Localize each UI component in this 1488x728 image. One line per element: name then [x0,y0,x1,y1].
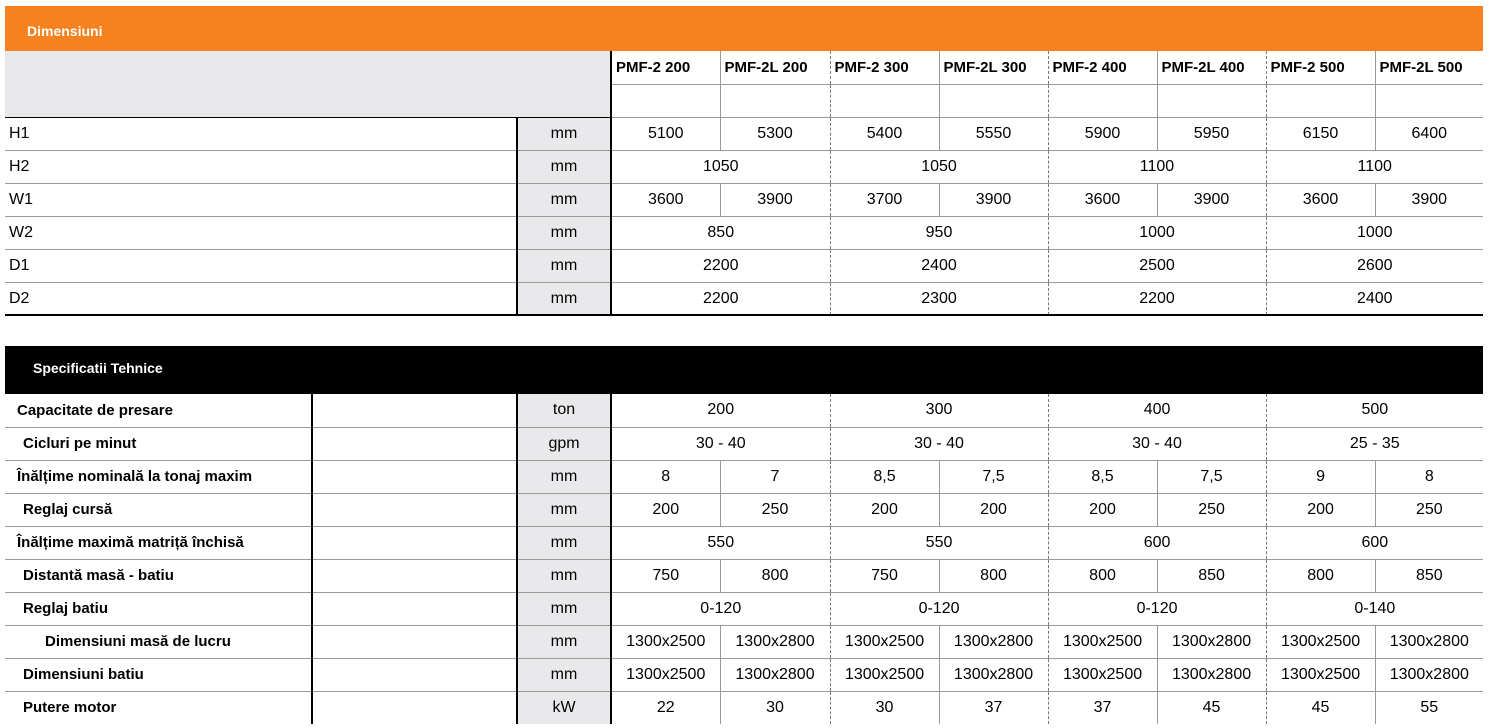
value-cell: 750 [611,559,720,592]
row-label: H2 [5,150,517,183]
value-cell: 750 [830,559,939,592]
value-cell: 5550 [939,117,1048,150]
spec-row-reglaj-batiu [5,592,1483,625]
spec-row-dimensiuni-batiu [5,658,1483,691]
dimension-row-w2 [5,216,1483,249]
value-cell: 3600 [611,183,720,216]
value-cell: 7,5 [939,460,1048,493]
spec-label: Înălțime nominală la tonaj maxim [5,460,312,493]
header-blank [5,51,611,84]
dimensions-bottom-rule [5,314,1483,316]
value-cell: 30 [830,691,939,724]
value-cell: 1300x2800 [939,625,1048,658]
value-cell: 250 [1157,493,1266,526]
value-cell: 1300x2800 [1157,658,1266,691]
value-cell: 800 [1048,559,1157,592]
value-cell: 1100 [1266,150,1483,183]
value-cell: 600 [1048,526,1266,559]
spec-blank [312,559,517,592]
spec-row-dimensiuni-masa-de-lucru [5,625,1483,658]
value-cell: 1050 [830,150,1048,183]
row-unit: mm [517,150,611,183]
value-cell: 1300x2800 [939,658,1048,691]
value-cell: 1300x2500 [1048,658,1157,691]
value-cell: 37 [939,691,1048,724]
spec-unit: ton [517,394,611,427]
model-subheader-row [5,84,1483,117]
model-subheader-cell [1157,84,1266,117]
value-cell: 45 [1157,691,1266,724]
spec-row-reglaj-cursa [5,493,1483,526]
spec-unit: mm [517,658,611,691]
value-cell: 1300x2500 [1048,625,1157,658]
model-header: PMF-2 500 [1266,51,1375,84]
value-cell: 2200 [611,249,830,282]
dimensions-title: Dimensiuni [27,23,103,39]
value-cell: 37 [1048,691,1157,724]
value-cell: 3900 [1157,183,1266,216]
spec-row-distanta-masa-batiu [5,559,1483,592]
value-cell: 600 [1266,526,1483,559]
spec-blank [312,493,517,526]
value-cell: 500 [1266,394,1483,427]
model-subheader-cell [1048,84,1157,117]
value-cell: 1300x2500 [1266,625,1375,658]
spec-blank [312,691,517,724]
value-cell: 22 [611,691,720,724]
spec-blank [312,460,517,493]
value-cell: 1050 [611,150,830,183]
model-header: PMF-2 200 [611,51,720,84]
spec-unit: mm [517,559,611,592]
spec-blank [312,592,517,625]
specs-table [5,394,1483,724]
spec-blank [312,427,517,460]
spec-row-inaltime-nominala-la-tonaj-maxim [5,460,1483,493]
value-cell: 200 [939,493,1048,526]
spec-label: Înălțime maximă matriță închisă [5,526,312,559]
spec-blank [312,625,517,658]
value-cell: 950 [830,216,1048,249]
row-unit: mm [517,249,611,282]
spec-label: Reglaj cursă [5,493,312,526]
spec-label: Distantă masă - batiu [5,559,312,592]
spec-unit: mm [517,625,611,658]
value-cell: 1000 [1266,216,1483,249]
dimension-row-h1 [5,117,1483,150]
value-cell: 1300x2500 [611,625,720,658]
row-unit: mm [517,183,611,216]
model-subheader-cell [1375,84,1483,117]
spec-label: Capacitate de presare [5,394,312,427]
value-cell: 200 [611,493,720,526]
spec-unit: gpm [517,427,611,460]
row-label: W2 [5,216,517,249]
spec-blank [312,658,517,691]
model-header: PMF-2 300 [830,51,939,84]
value-cell: 800 [1266,559,1375,592]
model-subheader-cell [611,84,720,117]
value-cell: 8,5 [1048,460,1157,493]
value-cell: 3700 [830,183,939,216]
dimension-row-w1 [5,183,1483,216]
spec-blank [312,526,517,559]
value-cell: 2500 [1048,249,1266,282]
value-cell: 5300 [720,117,830,150]
value-cell: 800 [939,559,1048,592]
spec-unit: kW [517,691,611,724]
spec-row-capacitate-de-presare [5,394,1483,427]
value-cell: 550 [830,526,1048,559]
model-header: PMF-2L 300 [939,51,1048,84]
spec-unit: mm [517,592,611,625]
value-cell: 3900 [939,183,1048,216]
value-cell: 2300 [830,282,1048,315]
value-cell: 30 [720,691,830,724]
value-cell: 2600 [1266,249,1483,282]
value-cell: 6150 [1266,117,1375,150]
value-cell: 6400 [1375,117,1483,150]
row-unit: mm [517,117,611,150]
value-cell: 8,5 [830,460,939,493]
value-cell: 25 - 35 [1266,427,1483,460]
value-cell: 0-120 [830,592,1048,625]
spec-row-inaltime-maxima-matrita-inchisa [5,526,1483,559]
value-cell: 1300x2800 [1375,625,1483,658]
dimension-row-d2 [5,282,1483,315]
value-cell: 1300x2500 [830,625,939,658]
value-cell: 2200 [611,282,830,315]
value-cell: 3600 [1266,183,1375,216]
dimensions-table [5,51,1483,315]
spec-label: Cicluri pe minut [5,427,312,460]
row-label: W1 [5,183,517,216]
value-cell: 2200 [1048,282,1266,315]
value-cell: 850 [1157,559,1266,592]
value-cell: 3900 [720,183,830,216]
value-cell: 5100 [611,117,720,150]
model-subheader-cell [830,84,939,117]
spec-row-putere-motor [5,691,1483,724]
value-cell: 400 [1048,394,1266,427]
spec-label: Putere motor [5,691,312,724]
value-cell: 1300x2800 [1375,658,1483,691]
value-cell: 5400 [830,117,939,150]
value-cell: 3900 [1375,183,1483,216]
value-cell: 7,5 [1157,460,1266,493]
value-cell: 2400 [1266,282,1483,315]
dimension-row-d1 [5,249,1483,282]
value-cell: 30 - 40 [611,427,830,460]
value-cell: 800 [720,559,830,592]
spec-unit: mm [517,493,611,526]
value-cell: 8 [611,460,720,493]
model-subheader-cell [1266,84,1375,117]
row-label: D1 [5,249,517,282]
value-cell: 0-140 [1266,592,1483,625]
value-cell: 550 [611,526,830,559]
value-cell: 55 [1375,691,1483,724]
specs-header-band [5,346,1483,394]
value-cell: 850 [1375,559,1483,592]
value-cell: 200 [1048,493,1157,526]
value-cell: 9 [1266,460,1375,493]
spec-label: Dimensiuni masă de lucru [5,625,312,658]
model-header: PMF-2L 500 [1375,51,1483,84]
value-cell: 1100 [1048,150,1266,183]
row-label: H1 [5,117,517,150]
value-cell: 250 [1375,493,1483,526]
spec-unit: mm [517,526,611,559]
model-header: PMF-2 400 [1048,51,1157,84]
value-cell: 200 [611,394,830,427]
spec-unit: mm [517,460,611,493]
row-label: D2 [9,289,30,307]
model-subheader-cell [939,84,1048,117]
spec-label: Dimensiuni batiu [5,658,312,691]
value-cell: 250 [720,493,830,526]
value-cell: 850 [611,216,830,249]
row-unit: mm [517,216,611,249]
dimensions-header-band [5,6,1483,51]
value-cell: 5900 [1048,117,1157,150]
value-cell: 5950 [1157,117,1266,150]
spec-blank [312,394,517,427]
value-cell: 300 [830,394,1048,427]
model-header-row [5,51,1483,84]
value-cell: 0-120 [1048,592,1266,625]
spec-label: Reglaj batiu [5,592,312,625]
value-cell: 1300x2800 [720,658,830,691]
value-cell: 200 [1266,493,1375,526]
value-cell: 1300x2800 [720,625,830,658]
specs-title: Specificatii Tehnice [33,360,163,376]
value-cell: 3600 [1048,183,1157,216]
value-cell: 45 [1266,691,1375,724]
value-cell: 1300x2500 [830,658,939,691]
value-cell: 0-120 [611,592,830,625]
value-cell: 200 [830,493,939,526]
value-cell: 30 - 40 [830,427,1048,460]
model-subheader-cell [720,84,830,117]
model-header: PMF-2L 200 [720,51,830,84]
spec-row-cicluri-pe-minut [5,427,1483,460]
model-header: PMF-2L 400 [1157,51,1266,84]
header-blank [5,84,611,117]
row-unit: mm [517,282,611,315]
value-cell: 2400 [830,249,1048,282]
value-cell: 30 - 40 [1048,427,1266,460]
value-cell: 1300x2500 [1266,658,1375,691]
value-cell: 1300x2800 [1157,625,1266,658]
value-cell: 7 [720,460,830,493]
value-cell: 1300x2500 [611,658,720,691]
value-cell: 8 [1375,460,1483,493]
value-cell: 1000 [1048,216,1266,249]
dimension-row-h2 [5,150,1483,183]
